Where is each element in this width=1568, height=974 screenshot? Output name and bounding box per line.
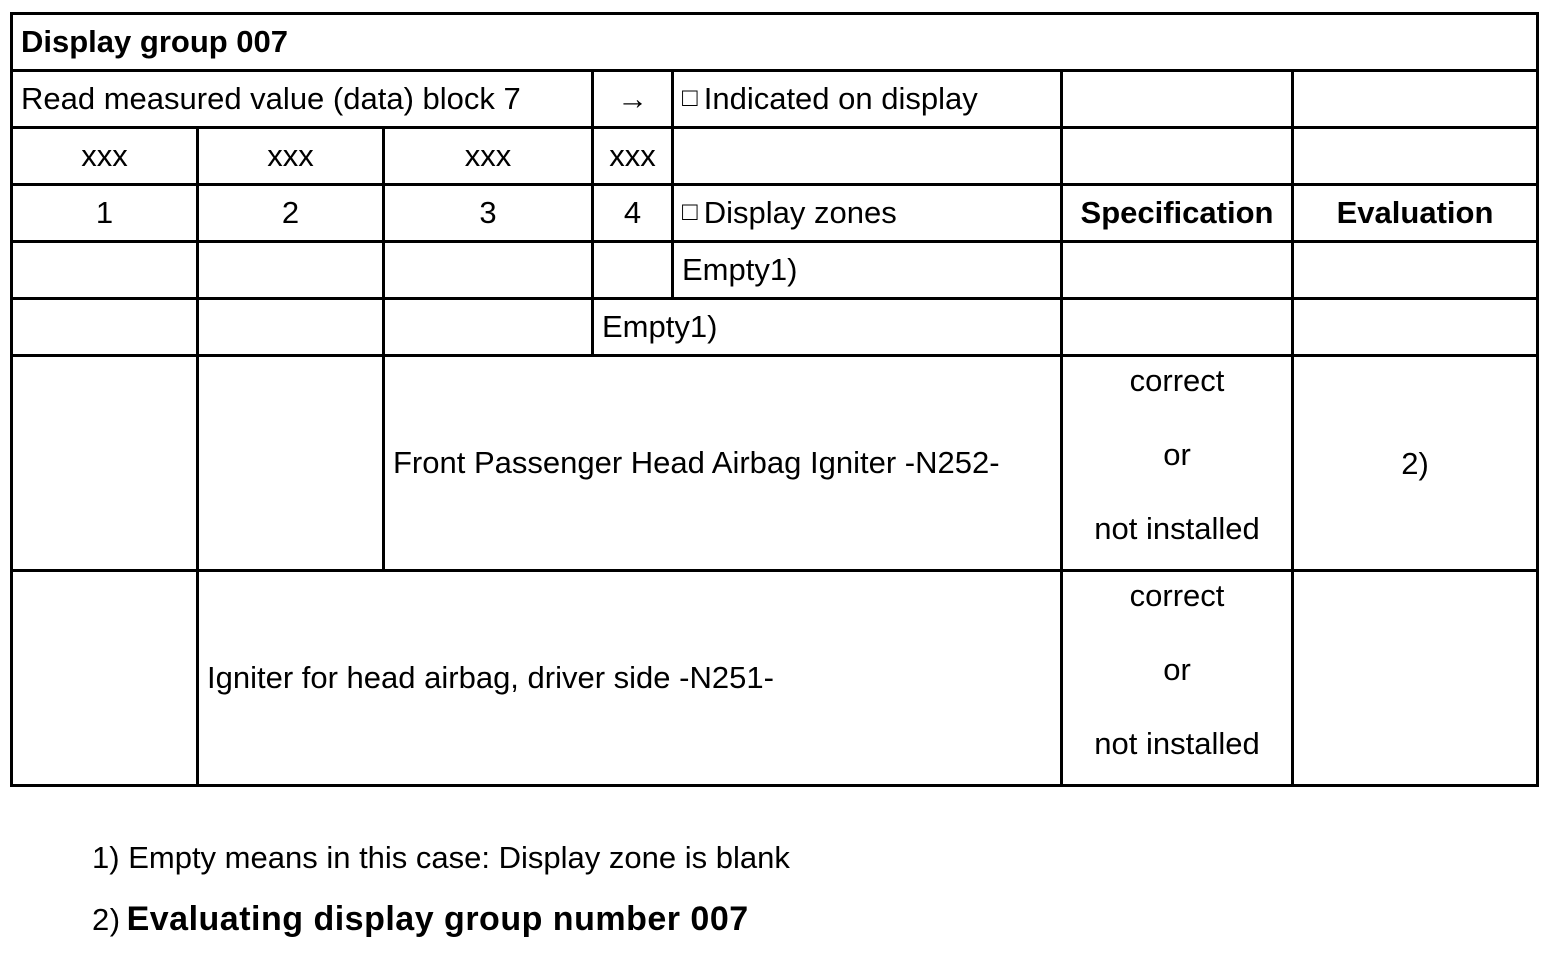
empty-cell xyxy=(198,356,384,571)
zone2-specification xyxy=(1062,356,1293,571)
footnote-1 xyxy=(92,840,790,876)
empty-cell xyxy=(1062,71,1293,128)
spec-correct: correct xyxy=(1129,363,1225,398)
display-zones-label: Display zones xyxy=(703,195,897,230)
spec-not-installed: not installed xyxy=(1094,511,1260,546)
checkbox-icon: □ xyxy=(682,82,698,112)
empty-cell xyxy=(1062,242,1293,299)
zone3-text: Empty1) xyxy=(593,299,1062,356)
empty-cell xyxy=(12,356,198,571)
footnote-2-text: Evaluating display group number 007 xyxy=(126,900,749,938)
zone1-row xyxy=(12,571,1538,786)
empty-cell xyxy=(12,571,198,786)
empty-cell xyxy=(593,242,673,299)
zone1-specification xyxy=(1062,571,1293,786)
read-block-label: Read measured value (data) block 7 xyxy=(12,71,593,128)
empty-cell xyxy=(12,242,198,299)
empty-cell xyxy=(1293,571,1538,786)
empty-cell xyxy=(198,242,384,299)
footnote-1-text: Empty means in this case: Display zone is blank xyxy=(128,840,790,875)
checkbox-icon: □ xyxy=(682,196,698,226)
evaluation-header: Evaluation xyxy=(1293,185,1538,242)
empty-cell xyxy=(1293,299,1538,356)
empty-cell xyxy=(384,242,593,299)
indicated-label: Indicated on display xyxy=(703,81,978,116)
table-title: Display group 007 xyxy=(12,14,1538,71)
xxx-row xyxy=(12,128,1538,185)
xxx-cell-3: xxx xyxy=(384,128,593,185)
zone4-text: Empty1) xyxy=(673,242,1062,299)
xxx-cell-2: xxx xyxy=(198,128,384,185)
empty-cell xyxy=(1293,71,1538,128)
spec-correct: correct xyxy=(1129,578,1225,613)
zone2-evaluation: 2) xyxy=(1293,356,1538,571)
empty-cell xyxy=(198,299,384,356)
spec-or: or xyxy=(1163,437,1191,472)
display-group-table-wrap xyxy=(10,12,1539,787)
read-block-row xyxy=(12,71,1538,128)
footnote-2-number: 2) xyxy=(92,902,121,937)
specification-header: Specification xyxy=(1062,185,1293,242)
zone-number-2: 2 xyxy=(198,185,384,242)
empty-cell xyxy=(673,128,1062,185)
title-row xyxy=(12,14,1538,71)
empty-cell xyxy=(384,299,593,356)
spec-not-installed: not installed xyxy=(1094,726,1260,761)
empty-cell xyxy=(1293,242,1538,299)
display-group-table xyxy=(10,12,1539,787)
zone-header-row xyxy=(12,185,1538,242)
indicated-on-display-cell xyxy=(673,71,1062,128)
xxx-cell-1: xxx xyxy=(12,128,198,185)
empty-cell xyxy=(1293,128,1538,185)
zone2-text: Front Passenger Head Airbag Igniter -N252- xyxy=(384,356,1062,571)
zone-number-1: 1 xyxy=(12,185,198,242)
empty-cell xyxy=(1062,299,1293,356)
footnote-1-number: 1) xyxy=(92,840,120,875)
zone1-text: Igniter for head airbag, driver side -N251- xyxy=(198,571,1062,786)
display-zones-cell xyxy=(673,185,1062,242)
spec-or: or xyxy=(1163,652,1191,687)
xxx-cell-4: xxx xyxy=(593,128,673,185)
empty-cell xyxy=(1062,128,1293,185)
zone-number-4: 4 xyxy=(593,185,673,242)
zone-number-3: 3 xyxy=(384,185,593,242)
footnote-2 xyxy=(92,900,749,939)
zone2-row xyxy=(12,356,1538,571)
zone3-row xyxy=(12,299,1538,356)
arrow-icon: → xyxy=(593,71,673,128)
empty-cell xyxy=(12,299,198,356)
zone4-row xyxy=(12,242,1538,299)
